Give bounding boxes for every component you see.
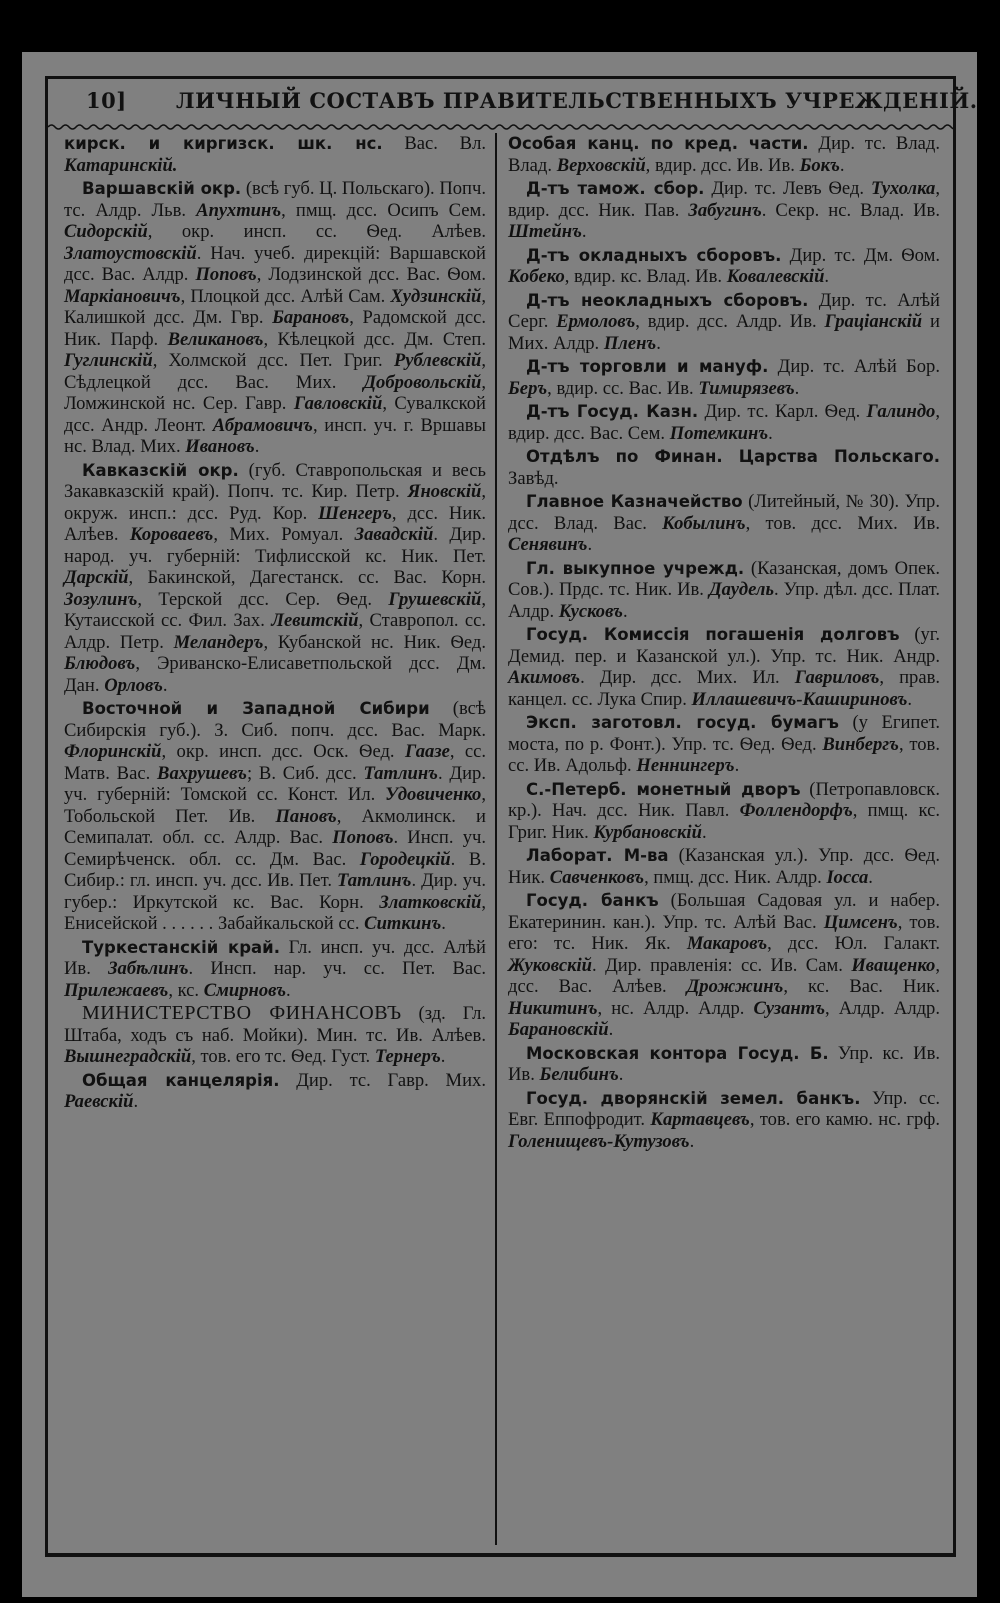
person-surname: Даудель (708, 579, 774, 600)
person-surname: Смирновъ (203, 979, 286, 1001)
entry-text: , Кубанской нс. Ник. Ѳед. (263, 631, 486, 653)
entry-text: , Лодзинской дсс. Вас. Ѳом. (256, 264, 486, 285)
entry-text: , Мих. Ромуал. (213, 524, 355, 545)
entry-text: , Холмской дсс. Пет. Григ. (152, 350, 394, 371)
entry-text: . (441, 913, 446, 934)
entry-heading: Эксп. заготовл. госуд. бумагъ (526, 713, 839, 732)
entry-text: , окруж. инсп.: дсс. Руд. Кор. (64, 481, 486, 524)
person-surname: Шенгеръ (318, 502, 392, 524)
entry-text: (Казанская, домъ Опек. Сов.). Прдс. тс. Ник. Ив. (508, 557, 940, 600)
entry-heading: Отдѣлъ по Финан. Царства Польскаго. (526, 447, 940, 466)
directory-entry (508, 779, 940, 844)
entry-text: . В. Сибир.: гл. инсп. уч. дсс. Ив. Пет. (64, 848, 486, 891)
entry-heading: Д-тъ торговли и мануф. (526, 357, 769, 376)
entry-text: . (768, 422, 773, 444)
person-surname: Рублевскій (393, 350, 482, 371)
person-surname: Гаазе (404, 741, 450, 762)
entry-text: . Инсп. нар. уч. сс. Пет. Вас. (188, 958, 486, 979)
entry-text: Дир. тс. Влад. Влад. (508, 133, 940, 176)
entry-heading: С.-Петерб. монетный дворъ (526, 779, 801, 799)
entry-text: , инсп. уч. г. Вршавы нс. Влад. Мих. (64, 414, 487, 457)
entry-text: , вдир. дсс. Ник. Пав. (508, 178, 940, 221)
person-surname: Поповъ (332, 827, 394, 848)
entry-text: . (440, 1046, 446, 1067)
person-surname: Худзинскій (390, 285, 482, 307)
entry-text: Дир. тс. Гавр. Мих. (279, 1069, 486, 1091)
person-surname: Иллашевичъ-Кашириновъ (691, 688, 908, 710)
person-surname: Ситкинъ (364, 913, 442, 934)
person-surname: Ермоловъ (556, 311, 636, 332)
directory-entry (508, 290, 940, 355)
person-surname: Кобылинъ (662, 512, 746, 534)
entry-text: (Казанская ул.). Упр. дсс. Ѳед. Ник. (508, 845, 940, 888)
entry-text: (всѣ Сибирскія губ.). З. Сиб. попч. дсс. Вас. Марк. (64, 698, 486, 741)
entry-text: . (254, 436, 260, 457)
entry-text: , тов. сс. Ив. Адольф. (508, 733, 940, 776)
person-surname: Поповъ (195, 264, 257, 285)
entry-text: . (839, 154, 845, 176)
directory-entry (508, 491, 940, 556)
entry-text: , Алдр. Алдр. (825, 997, 941, 1019)
person-surname: Никитинъ (508, 997, 598, 1019)
directory-entry (508, 890, 940, 1041)
running-header (48, 79, 978, 123)
entry-text: . (734, 755, 740, 776)
person-surname: Ковалевскій (726, 266, 825, 287)
person-surname: Катаринскій. (64, 154, 178, 176)
entry-text: (всѣ губ. Ц. Польскаго). Попч. тс. Алдр. Льв. (64, 178, 486, 221)
entry-text: Упр. кс. Ив. Ив. (508, 1042, 941, 1085)
entry-text: , тов. его камю. нс. грф. (749, 1109, 940, 1130)
entry-text: . (868, 866, 873, 888)
entry-text: . Инсп. уч. Семирѣченск. обл. сс. Дм. Вас. (64, 827, 486, 870)
person-surname: Орловъ (104, 674, 163, 696)
entry-heading: Кавказскій окр. (82, 460, 239, 480)
entry-text: , Бакинской, Дагестанск. сс. Вас. Корн. (128, 567, 486, 588)
entry-text: . (794, 377, 800, 399)
entry-text: . Дир. народ. уч. губерній: Тифлисской кс. Ник. Пет. (64, 524, 486, 567)
entry-text: , Сувалкской дсс. Андр. Леонт. (64, 393, 487, 436)
directory-entry (508, 401, 940, 444)
entry-text: . (608, 1019, 614, 1040)
page-number: 10] (86, 88, 127, 113)
running-title: ЛИЧНЫЙ СОСТАВЪ ПРАВИТЕЛЬСТВЕННЫХЪ УЧРЕЖДЕНIЙ. (176, 88, 978, 113)
entry-text: , Кѣлецкой дсс. Дм. Степ. (263, 328, 487, 350)
entry-text: . (618, 1064, 624, 1085)
person-surname: Добровольскій (363, 371, 482, 393)
entry-text: Дир. тс. Дм. Ѳом. (781, 244, 940, 266)
entry-heading: Общая канцелярія. (82, 1070, 280, 1090)
person-surname: Забѣлинъ (108, 958, 189, 979)
entry-text: ; В. Сиб. дсс. (246, 762, 364, 784)
column-divider (495, 133, 497, 1545)
directory-entry (508, 712, 940, 777)
directory-entry (64, 133, 486, 176)
person-surname: Тухолка (870, 178, 936, 199)
directory-entry (508, 1043, 940, 1086)
entry-text: . (133, 1091, 139, 1112)
entry-text: , нс. Алдр. Алдр. (597, 997, 754, 1019)
entry-text: (Петропавловск. кр.). Нач. дсс. Ник. Павл. (508, 778, 940, 821)
entry-heading: Особая канц. по кред. части. (508, 134, 809, 153)
page-frame (45, 76, 978, 1557)
person-surname: Курбановскій (593, 821, 702, 843)
person-surname: Барановскій (508, 1019, 609, 1040)
entry-text: Вас. Вл. (382, 133, 486, 154)
entry-text: , Кутаисской сс. Фил. Зах. (64, 588, 486, 631)
person-surname: Сидорскій (64, 221, 148, 242)
entry-heading: Госуд. Комиссія погашенія долговъ (526, 625, 900, 644)
entry-text: . Дир. дсс. Мих. Ил. (580, 667, 795, 688)
directory-entry (64, 460, 486, 697)
entry-text: и Мих. Алдр. (508, 311, 940, 354)
entry-text: , пмщ. кс. Григ. Ник. (508, 800, 940, 843)
person-surname: Голенищевъ-Кутузовъ (508, 1130, 690, 1152)
entry-text: . (286, 979, 291, 1001)
person-surname: Цимсенъ (823, 911, 898, 933)
entry-text: , Плоцкой дсс. Алѣй Сам. (180, 285, 391, 307)
entry-text: , дсс. Ник. Алѣев. (64, 502, 486, 545)
person-surname: Раевскій (64, 1091, 134, 1112)
person-surname: Бокъ (799, 154, 840, 176)
entry-text: . Секр. нс. Влад. Ив. (761, 199, 940, 221)
person-surname: Меландеръ (173, 631, 264, 653)
entry-text: , Эриванско-Елисаветпольской дсс. Дм. Дан. (64, 653, 486, 696)
directory-entry (64, 698, 486, 935)
person-surname: Златоустовскій (64, 242, 197, 264)
person-surname: Удовиченко (385, 784, 482, 805)
entry-text: . (907, 688, 913, 710)
person-surname: Зозулинъ (64, 588, 138, 610)
person-surname: Дарскій (64, 567, 129, 588)
person-surname: Макаровъ (686, 933, 768, 954)
person-surname: Златковскій (379, 891, 482, 913)
entry-text: , вдир. кс. Влад. Ив. (564, 266, 727, 287)
entry-text: , тов. дсс. Мих. Ив. (745, 512, 940, 534)
entry-text: , пмщ. дсс. Ник. Алдр. (644, 866, 827, 888)
person-surname: Савченковъ (549, 866, 645, 888)
person-surname: Неннингеръ (636, 755, 735, 776)
entry-heading: Д-тъ неокладныхъ сборовъ. (526, 290, 809, 310)
person-surname: Забугинъ (688, 199, 762, 221)
person-surname: Завадскій (354, 524, 434, 545)
directory-entry (508, 845, 940, 888)
entry-text: , тов. его тс. Ѳед. Густ. (191, 1046, 375, 1067)
entry-text: , Радомской дсс. Ник. Парф. (64, 307, 486, 350)
entry-heading: Лаборат. М-ва (526, 846, 669, 865)
person-surname: Тимирязевъ (698, 377, 795, 399)
entry-text: Упр. сс. Евг. Еппофродит. (508, 1087, 940, 1130)
person-surname: Белибинъ (539, 1064, 619, 1085)
person-surname: Акимовъ (508, 667, 581, 688)
entry-text: Дир. тс. Алѣй Бор. (768, 356, 940, 377)
person-surname: Винбергъ (822, 733, 899, 755)
entry-heading: Московская контора Госуд. Б. (526, 1043, 829, 1063)
entry-heading: Д-тъ окладныхъ сборовъ. (526, 245, 782, 265)
entry-text: . Дир. уч. губер.: Иркутской кс. Вас. Корн. (64, 870, 486, 913)
person-surname: Іосса (826, 866, 869, 888)
entry-text: . (581, 221, 587, 242)
person-surname: Беръ (508, 377, 548, 399)
person-surname: Потемкинъ (669, 422, 769, 444)
entry-heading: Туркестанскій край. (82, 937, 281, 957)
entry-text: , Терской дсс. Сер. Ѳед. (137, 588, 389, 610)
entry-text: . (622, 600, 628, 622)
entry-text: , окр. инсп. сс. Ѳед. Алѣев. (147, 221, 486, 242)
person-surname: Татлинъ (363, 762, 438, 784)
entry-text: , Тобольской Пет. Ив. (64, 784, 486, 827)
directory-entry (508, 446, 940, 489)
person-surname: Гавловскій (293, 393, 383, 414)
person-surname: Картавцевъ (650, 1109, 750, 1130)
entry-heading: Гл. выкупное учрежд. (526, 558, 745, 578)
entry-text: . Дир. уч. губерній: Томской сс. Конст. Ил. (64, 762, 486, 805)
person-surname: Жуковскій (508, 954, 593, 976)
entry-text: , Акмолинск. и Семипалат. обл. сс. Алдр. Вас. (64, 805, 486, 848)
entry-text: , вдир. сс. Вас. Ив. (547, 377, 699, 399)
entry-text: , Ставропол. сс. Алдр. Петр. (64, 610, 486, 653)
person-surname: Ивановъ (185, 436, 255, 457)
entry-text: . (587, 534, 593, 555)
person-surname: Сузантъ (753, 997, 826, 1019)
entry-text: , сс. Матв. Вас. (64, 741, 487, 784)
entry-text: , кс. (168, 979, 204, 1001)
entry-text: (у Египет. моста, по р. Фонт.). Упр. тс. Ѳед. Ѳед. (508, 712, 940, 755)
person-surname: Левитскій (271, 610, 359, 631)
person-surname: Фоллендорфъ (739, 800, 853, 821)
person-surname: Штейнъ (508, 221, 582, 242)
entry-text: . (656, 332, 661, 354)
entry-text: (зд. Гл. Штаба, ходъ съ наб. Мойки). Мин. тс. Ив. Алѣев. (64, 1003, 486, 1046)
person-surname: Маркіановичъ (64, 285, 181, 307)
entry-text: . Упр. дѣл. дсс. Плат. Алдр. (508, 579, 940, 622)
person-surname: Барановъ (272, 307, 350, 328)
entry-text: Гл. инсп. уч. дсс. Алѣй Ив. (64, 936, 486, 979)
entry-text: . Дир. правленія: сс. Ив. Сам. (592, 954, 852, 976)
entry-text: , пмщ. дсс. Осипъ Сем. (281, 199, 486, 221)
directory-entry (508, 558, 940, 623)
person-surname: Гуглинскій (64, 350, 153, 371)
person-surname: Верховскій (556, 154, 646, 176)
person-surname: Сенявинъ (508, 534, 588, 555)
directory-entry (508, 133, 940, 176)
person-surname: Короваевъ (129, 524, 214, 545)
person-surname: Кобеко (508, 266, 565, 287)
entry-text: Дир. тс. Карл. Ѳед. (698, 401, 867, 422)
entry-text: , кс. Вас. Ник. (783, 976, 940, 997)
entry-text: , Ломжинской нс. Сер. Гавр. (64, 371, 486, 414)
entry-text: , вдир. дсс. Ив. Ив. (645, 154, 800, 176)
wavy-rule (48, 123, 953, 131)
person-surname: Блюдовъ (64, 653, 136, 674)
directory-entry (64, 937, 486, 1002)
person-surname: Городецкій (359, 848, 451, 870)
entry-text: . (162, 674, 168, 696)
entry-heading: киpcк. и киpгизcк. шк. нс. (64, 134, 383, 153)
entry-heading: Варшавскій окр. (82, 179, 242, 198)
person-surname: Гавриловъ (794, 667, 880, 688)
entry-text: (Большая Садовая ул. и набер. Екатеринин. кан.). Упр. тс. Алѣй Вас. (508, 890, 940, 933)
entry-text: , прав. канцел. сс. Лука Спир. (508, 667, 940, 710)
person-surname: Флоринскій (64, 741, 162, 762)
left-column (64, 133, 486, 1115)
person-surname: Граціанскій (824, 311, 923, 332)
entry-text: . (689, 1130, 695, 1152)
person-surname: Абрамовичъ (212, 414, 313, 436)
directory-entry (64, 1003, 486, 1068)
person-surname: Вахрушевъ (157, 762, 247, 784)
entry-text: Дир. тс. Алѣй Серг. (508, 289, 940, 332)
entry-text: (Литейный, № 30). Упр. дсс. Влад. Вас. (508, 491, 940, 534)
person-surname: Апухтинъ (196, 199, 282, 221)
directory-entry (508, 245, 940, 288)
entry-text: , вдир. дсс. Алдр. Ив. (635, 311, 825, 332)
entry-text: Дир. тс. Левъ Ѳед. (704, 178, 871, 199)
person-surname: Кусковъ (558, 600, 623, 622)
person-surname: Галиндо (866, 401, 936, 422)
person-surname: Вышнеградскій (64, 1046, 192, 1067)
person-surname: Дрожжинъ (686, 976, 784, 997)
ministry-heading: МИНИСТЕРСТВО ФИНАНСОВЪ (82, 1002, 402, 1024)
entry-heading: Восточной и Западной Сибири (82, 699, 430, 718)
entry-text: , окр. инсп. дсс. Оск. Ѳед. (161, 741, 405, 762)
entry-heading: Д-тъ тамож. сбор. (526, 179, 705, 198)
person-surname: Пановъ (275, 805, 337, 827)
directory-entry (508, 356, 940, 399)
entry-text: . (701, 821, 707, 843)
entry-text: Завѣд. (508, 467, 559, 489)
directory-entry (508, 1088, 940, 1153)
entry-text: (уг. Демид. пер. и Казанской ул.). Упр. тс. Ник. Андр. (508, 624, 940, 667)
entry-text: . (824, 266, 830, 287)
directory-entry (64, 1070, 486, 1113)
person-surname: Великановъ (167, 328, 264, 350)
person-surname: Иващенко (851, 954, 936, 976)
entry-text: , Енисейской . . . . . . Забайкальской сс. (64, 891, 486, 934)
directory-entry (64, 178, 486, 458)
entry-text: , Сѣдлецкой дсс. Вас. Мих. (64, 350, 486, 393)
entry-text: (губ. Ставропольская и весь Закавказскій край). Попч. тс. Кир. Петр. (64, 459, 486, 502)
person-surname: Грушевскій (388, 588, 482, 610)
entry-heading: Д-тъ Госуд. Казн. (526, 402, 699, 421)
person-surname: Прилежаевъ (64, 979, 169, 1001)
entry-text: . Нач. учеб. дирекцій: Варшавской дсс. Вас. Алдр. (64, 242, 486, 285)
entry-text: , вдир. дсс. Вас. Сем. (508, 401, 940, 444)
entry-heading: Госуд. дворянскій земел. банкъ. (526, 1088, 861, 1108)
person-surname: Пленъ (603, 332, 657, 354)
entry-text: , дсс. Вас. Алѣев. (508, 954, 940, 997)
person-surname: Яновскій (407, 481, 482, 502)
page-sheet (22, 52, 977, 1597)
person-surname: Татлинъ (337, 870, 412, 891)
person-surname: Тернеръ (374, 1046, 441, 1067)
right-column (508, 133, 940, 1154)
entry-heading: Госуд. банкъ (526, 891, 659, 910)
entry-text: , тов. его: тс. Ник. Як. (508, 911, 940, 954)
entry-heading: Главное Казначейство (526, 492, 743, 511)
entry-text: , Калишкой дсс. Дм. Гвр. (64, 285, 486, 328)
entry-text: , дсс. Юл. Галакт. (767, 933, 940, 954)
directory-entry (508, 624, 940, 710)
directory-entry (508, 178, 940, 243)
